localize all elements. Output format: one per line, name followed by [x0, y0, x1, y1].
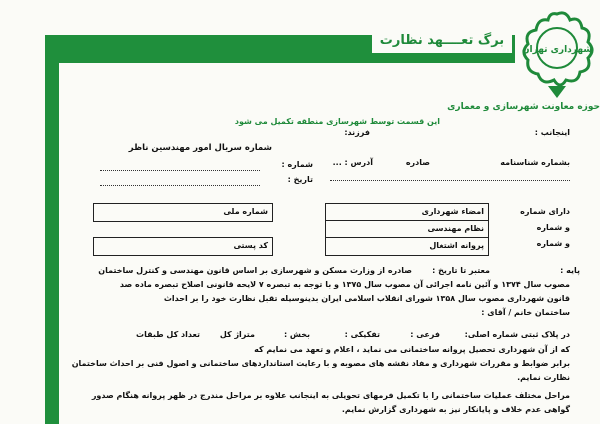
section-label: بخش : [283, 330, 310, 339]
serial-number-label: شماره : [281, 160, 313, 169]
national-id-box[interactable] [93, 203, 273, 222]
body-paragraph-2: برابر ضوابط و مقررات شهرداری و مفاد نقشه های مصوبه و با رعایت استانداردهای ساختمانی و اصول فنی بر احداث ساختمان [71, 359, 570, 368]
green-frame-left [45, 35, 59, 424]
engineering-system-label: نظام مهندسی [427, 224, 484, 233]
holder-number-label: دارای شماره [520, 207, 570, 216]
grade-label: پایه : [560, 266, 580, 275]
child-of-label: فرزند: [344, 128, 370, 137]
id-number-label: بشماره شناسنامه [500, 158, 570, 167]
address-field[interactable] [330, 180, 570, 181]
serial-title: شماره سریال امور مهندسین ناظر [128, 143, 272, 153]
municipality-signature-label: امضاء شهرداری [421, 207, 484, 216]
work-license-label: پروانه اشتغال [429, 241, 484, 250]
valid-until-label: معتبر تا تاریخ : [432, 266, 490, 275]
postal-code-label: کد پستی [233, 241, 268, 250]
issued-label: صادره [405, 158, 430, 167]
department-label: حوزه معاونت شهرسازی و معماری [447, 102, 600, 112]
serial-number-field[interactable] [100, 170, 260, 171]
sub-plot-label: فرعی : [410, 330, 440, 339]
body-line-1: صادره از وزارت مسکن و شهرسازی بر اساس قانون مهندسی و کنترل ساختمان [98, 266, 412, 275]
plot-number-label: در پلاک ثبتی شماره اصلی: [464, 330, 570, 339]
and-number-label-2: و شماره [536, 239, 570, 248]
form-note: این قسمت توسط شهرسازی منطقه تکمیل می شود [234, 117, 440, 126]
postal-code-box[interactable] [93, 237, 273, 256]
address-label: آدرس : ... [332, 158, 373, 167]
body-paragraph-3: نظارت نمایم. [517, 373, 570, 382]
body-line-3: قانون شهرداری مصوب سال ۱۳۵۸ شورای انقلاب اسلامی ایران بدینوسیله تقبل نظارت خود را بر احداث [163, 294, 570, 303]
body-paragraph-5: گواهی عدم خلاف و پایانکار نیز به شهرداری گزارش نمایم. [341, 405, 570, 414]
form-title: برگ تعــــهد نظارت [372, 33, 512, 53]
body-paragraph-1: که از آن شهرداری تحصیل پروانه ساختمانی می نماید ، اعلام و تعهد می نمایم که [254, 345, 570, 354]
work-license-box[interactable] [325, 237, 489, 256]
owner-label: ساختمان خانم / آقای : [481, 308, 570, 317]
applicant-label: اینجانب : [534, 128, 570, 137]
separated-plot-label: تفکیکی : [344, 330, 380, 339]
serial-date-label: تاریخ : [287, 175, 313, 184]
body-line-2: مصوب سال ۱۳۷۴ و آئین نامه اجرائی آن مصوب سال ۱۳۷۵ و با توجه به تبصره ۷ لایحه قانونی اصلاح تبصره ماده صد [119, 280, 570, 289]
municipality-logo [518, 8, 596, 100]
and-number-label-1: و شماره [536, 223, 570, 232]
floors-count-label: تعداد کل طبقات [136, 330, 200, 339]
tehran-municipality-logo-icon [518, 8, 596, 100]
total-area-label: متراژ کل [219, 330, 255, 339]
serial-date-field[interactable] [100, 185, 260, 186]
body-paragraph-4: مراحل مختلف عملیات ساختمانی را با تکمیل فرمهای تحویلی به اینجانب علاوه بر مراحل مندرج در ظهر پروانه هنگام صدور [91, 391, 570, 400]
national-id-label: شماره ملی [223, 207, 268, 216]
logo-text: شهرداری تهران [521, 45, 593, 55]
